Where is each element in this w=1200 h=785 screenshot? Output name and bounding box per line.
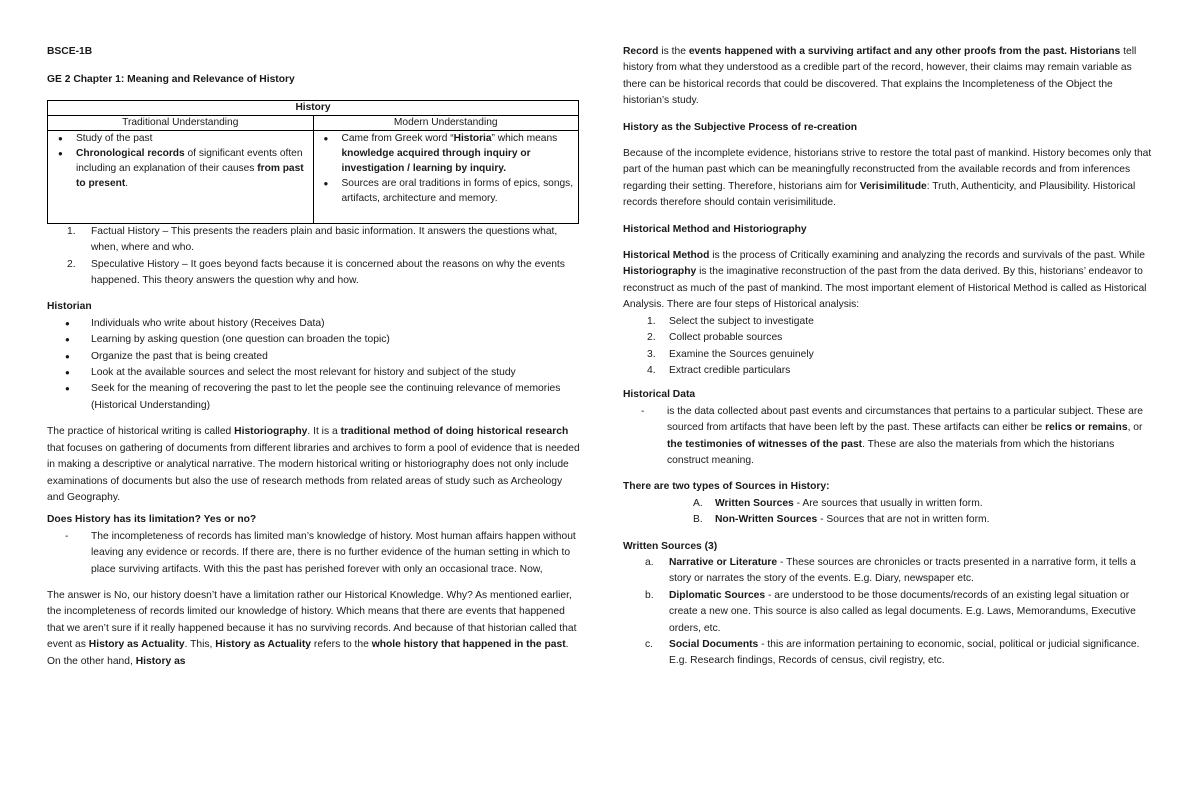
right-column: [623, 44, 1153, 670]
subjective-paragraph: Because of the incomplete evidence, historians strive to restore the total past of mankind. History becomes only that part of the human past which can be meaningfully reconstructed from the available records and from inferences regarding their setting. Therefore, historians aim for Verisimilitude: Truth, Authenticity, and Plausibility. Historical records therefore should contain verisimilitude.: [623, 148, 1152, 209]
method-heading: Historical Method and Historiography: [623, 223, 807, 235]
data-heading: Historical Data: [623, 389, 696, 401]
list-item: - is the data collected about past events and circumstances that pertains to a particular subject. These are sourced from artifacts that have been left by the past. These artifacts can either be relics or remains, or the testimonies of witnesses of the past. These are also the materials from which the historians construct meaning.: [623, 404, 1153, 470]
written-sources-list: [623, 555, 1153, 670]
source-types-heading: There are two types of Sources in History:: [623, 481, 830, 493]
list-item: B. Non-Written Sources - Sources that are not in written form.: [693, 514, 990, 526]
list-item: 2. Speculative History – It goes beyond facts because it is concerned about the reasons on why the events happened. This theory answers the question why and how.: [67, 258, 565, 287]
limitation-heading: Does History has its limitation? Yes or no?: [47, 514, 257, 526]
table-title: History: [48, 100, 579, 115]
list-item: A. Written Sources - Are sources that usually in written form.: [693, 497, 983, 509]
modern-item: ● Came from Greek word “Historia” which means knowledge acquired through inquiry or investigation / learning by inquiry.: [318, 131, 575, 176]
traditional-item: ● Study of the past: [52, 131, 309, 146]
analysis-steps-list: [623, 314, 1153, 380]
list-item: 2. Collect probable sources: [647, 332, 783, 344]
list-item: 1. Factual History – This presents the readers plain and basic information. It answers the questions what, when, where and who.: [67, 225, 558, 254]
list-item: c. Social Documents - this are information pertaining to economic, social, political or judicial significance. E.g. Research findings, Records of census, civil registry, etc.: [645, 639, 1140, 667]
list-item: - The incompleteness of records has limited man’s knowledge of history. Most human affairs happen without leaving any evidence or records. If there are, there is no further evidence of the human setting in which to place surviving artifacts. With this the past has perished forever with only an occasional trace. Now,: [47, 529, 581, 578]
history-types-list: [47, 224, 581, 290]
list-item: ● Individuals who write about history (Receives Data): [47, 316, 581, 332]
list-item: a. Narrative or Literature - These sources are chronicles or tracts presented in a narrative form, it tells a story or narrates the story of the events. E.g. Diary, newspaper etc.: [645, 556, 1136, 585]
list-item: ● Look at the available sources and select the most relevant for history and subject of the study: [47, 365, 581, 381]
method-paragraph: Historical Method is the process of Critically examining and analyzing the records and survivals of the past. While Historiography is the imaginative reconstruction of the past from the data derived. By this, historians’ endeavor to reconstruct as much of the past of mankind. The most important element of Historical Method is called as Historical Analysis. There are four steps of Historical analysis:: [623, 250, 1147, 311]
course-code: BSCE-1B: [47, 46, 93, 57]
list-item: ● Organize the past that is being created: [47, 349, 581, 365]
traditional-cell: [48, 130, 314, 223]
list-item: 3. Examine the Sources genuinely: [647, 348, 814, 360]
answer-paragraph: The answer is No, our history doesn’t have a limitation rather our Historical Knowledge. Why? As mentioned earlier, the incompleteness of records limited our knowledge of history. Which means that there are events that happened that we aren’t sure if it really happened because it has no surviving records. And because of that historian called that event as History as Actuality. This, History as Actuality refers to the whole history that happened in the past. On the other hand, History as: [47, 589, 577, 667]
modern-item: ● Sources are oral traditions in forms of epics, songs, artifacts, architecture and memory.: [318, 176, 575, 206]
historian-heading: Historian: [47, 301, 92, 313]
subjective-heading: History as the Subjective Process of re-creation: [623, 121, 858, 133]
history-table: [47, 100, 579, 224]
data-list: [623, 404, 1153, 470]
left-column: [47, 44, 581, 670]
list-item: ● Seek for the meaning of recovering the past to let the people see the continuing relevance of memories (Historical Understanding): [47, 381, 581, 414]
list-item: 1. Select the subject to investigate: [647, 315, 814, 327]
record-paragraph: Record is the events happened with a surviving artifact and any other proofs from the past. Historians tell history from what they understood as a credible part of the record, however, their claims may remain variable as there can be historical records that could be discovered. That explains the Incompleteness of the Object the historian’s study.: [623, 46, 1137, 107]
historiography-paragraph: The practice of historical writing is called Historiography. It is a traditional method of doing historical research that focuses on gathering of documents from different libraries and archives to form a pool of evidence that is needed in making a descriptive or analytical narrative. The modern historical writing or historiography does not only include examinations of documents but also the use of research methods from related areas of study such as Archeology and Geography.: [47, 426, 580, 503]
list-item: ● Learning by asking question (one question can broaden the topic): [47, 332, 581, 348]
source-types-list: [623, 496, 1153, 529]
list-item: 4. Extract credible particulars: [647, 364, 791, 376]
modern-header: Modern Understanding: [313, 115, 579, 130]
modern-cell: [313, 130, 579, 223]
list-item: b. Diplomatic Sources - are understood to be those documents/records of an existing legal situation or create a new one. This source is also called as legal documents. E.g. Laws, Memorandums, Executive orders, etc.: [645, 589, 1136, 634]
limitation-list: [47, 529, 581, 578]
written-sources-heading: Written Sources (3): [623, 540, 718, 552]
traditional-item: ● Chronological records of significant events often including an explanation of their causes from past to present.: [52, 146, 309, 191]
historian-list: [47, 316, 581, 414]
chapter-title: GE 2 Chapter 1: Meaning and Relevance of History: [47, 74, 295, 86]
traditional-header: Traditional Understanding: [48, 115, 314, 130]
